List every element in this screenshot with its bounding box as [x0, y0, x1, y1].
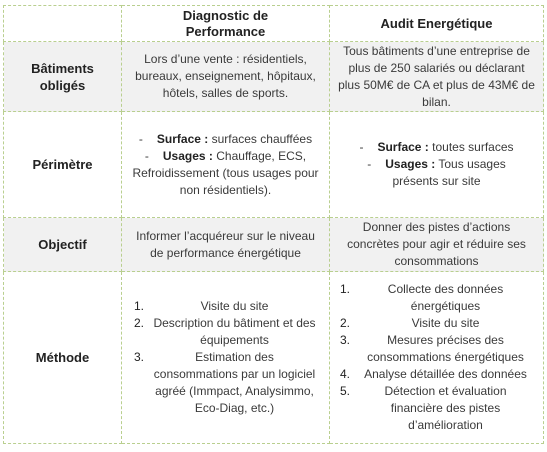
item-text: Chauffage, ECS, Refroidissement (tous usages pour non résidentiels). — [132, 148, 319, 197]
step-number: 1. — [340, 282, 351, 296]
row-label-objectif: Objectif — [4, 218, 122, 272]
method-list — [134, 298, 317, 417]
step-number: 2. — [340, 316, 351, 330]
cell-audit-perimetre — [330, 112, 544, 218]
method-step — [340, 332, 533, 366]
cell-diagnostic-objectif — [122, 218, 330, 272]
step-text: Collecte des données énergétiques — [387, 282, 504, 313]
perimetre-item — [132, 148, 319, 199]
row-perimetre — [4, 112, 544, 218]
header-empty-cell — [4, 6, 122, 42]
method-step — [134, 298, 317, 315]
item-key: Surface : — [377, 140, 429, 154]
header-diagnostic: Diagnostic de Performance — [122, 6, 330, 42]
row-batiments — [4, 42, 544, 112]
cell-diagnostic-batiments — [122, 42, 330, 112]
method-step — [340, 383, 533, 434]
step-text: Mesures précises des consommations énergétiques — [367, 333, 524, 364]
cell-audit-methode — [330, 272, 544, 444]
cell-audit-batiments — [330, 42, 544, 112]
step-number: 5. — [340, 384, 351, 398]
item-text: Tous usages présents sur site — [392, 157, 506, 188]
cell-text: Lors d’une vente : résidentiels, bureaux, enseignement, hôpitaux, hôtels, salles de sports. — [135, 52, 316, 100]
cell-text: Informer l’acquéreur sur le niveau de performance énergétique — [136, 228, 315, 260]
item-key: Surface : — [156, 131, 209, 146]
row-label-perimetre: Périmètre — [4, 112, 122, 218]
dash-marker: - — [144, 148, 149, 163]
method-step — [340, 315, 533, 332]
perimetre-item — [352, 139, 521, 156]
step-text: Détection et évaluation financière des pistes d’amélioration — [384, 384, 507, 432]
cell-text: Donner des pistes d’actions concrètes pour agir et réduire ses consommations — [347, 220, 526, 268]
cell-text: Tous bâtiments d’une entreprise de plus de 250 salariés ou déclarant plus 50M€ de CA et plus de 43M€ de bilan. — [338, 43, 535, 109]
cell-diagnostic-perimetre — [122, 112, 330, 218]
method-step — [134, 315, 317, 349]
item-key: Usages : — [385, 157, 436, 171]
perimetre-item — [132, 131, 319, 148]
row-label-batiments — [4, 42, 122, 112]
step-text: Analyse détaillée des données — [364, 367, 527, 381]
step-text: Estimation des consommations par un logiciel agréé (Immpact, Analysimmo, Eco-Diag, etc.) — [153, 350, 316, 415]
item-text: toutes surfaces — [428, 140, 514, 154]
step-text: Visite du site — [200, 299, 269, 313]
item-text: surfaces chauffées — [208, 131, 313, 146]
cell-audit-objectif — [330, 218, 544, 272]
step-text: Visite du site — [411, 316, 480, 330]
dash-marker: - — [138, 131, 143, 146]
cell-diagnostic-methode — [122, 272, 330, 444]
perimetre-item — [352, 156, 521, 190]
step-number: 2. — [134, 316, 145, 330]
step-number: 3. — [340, 333, 351, 347]
dash-marker: - — [359, 140, 364, 154]
method-step — [134, 349, 317, 417]
row-label-text: Bâtiments obligés — [31, 60, 94, 93]
dash-marker: - — [367, 157, 372, 171]
step-text: Description du bâtiment et des équipements — [153, 316, 316, 347]
row-label-methode: Méthode — [4, 272, 122, 444]
step-number: 4. — [340, 367, 351, 381]
item-key: Usages : — [162, 148, 213, 163]
step-number: 3. — [134, 350, 145, 364]
header-audit: Audit Energétique — [330, 6, 544, 42]
method-list — [340, 281, 533, 434]
comparison-table — [3, 5, 544, 444]
row-objectif — [4, 218, 544, 272]
method-step — [340, 366, 533, 383]
row-methode — [4, 272, 544, 444]
method-step — [340, 281, 533, 315]
step-number: 1. — [134, 299, 145, 313]
header-row — [4, 6, 544, 42]
